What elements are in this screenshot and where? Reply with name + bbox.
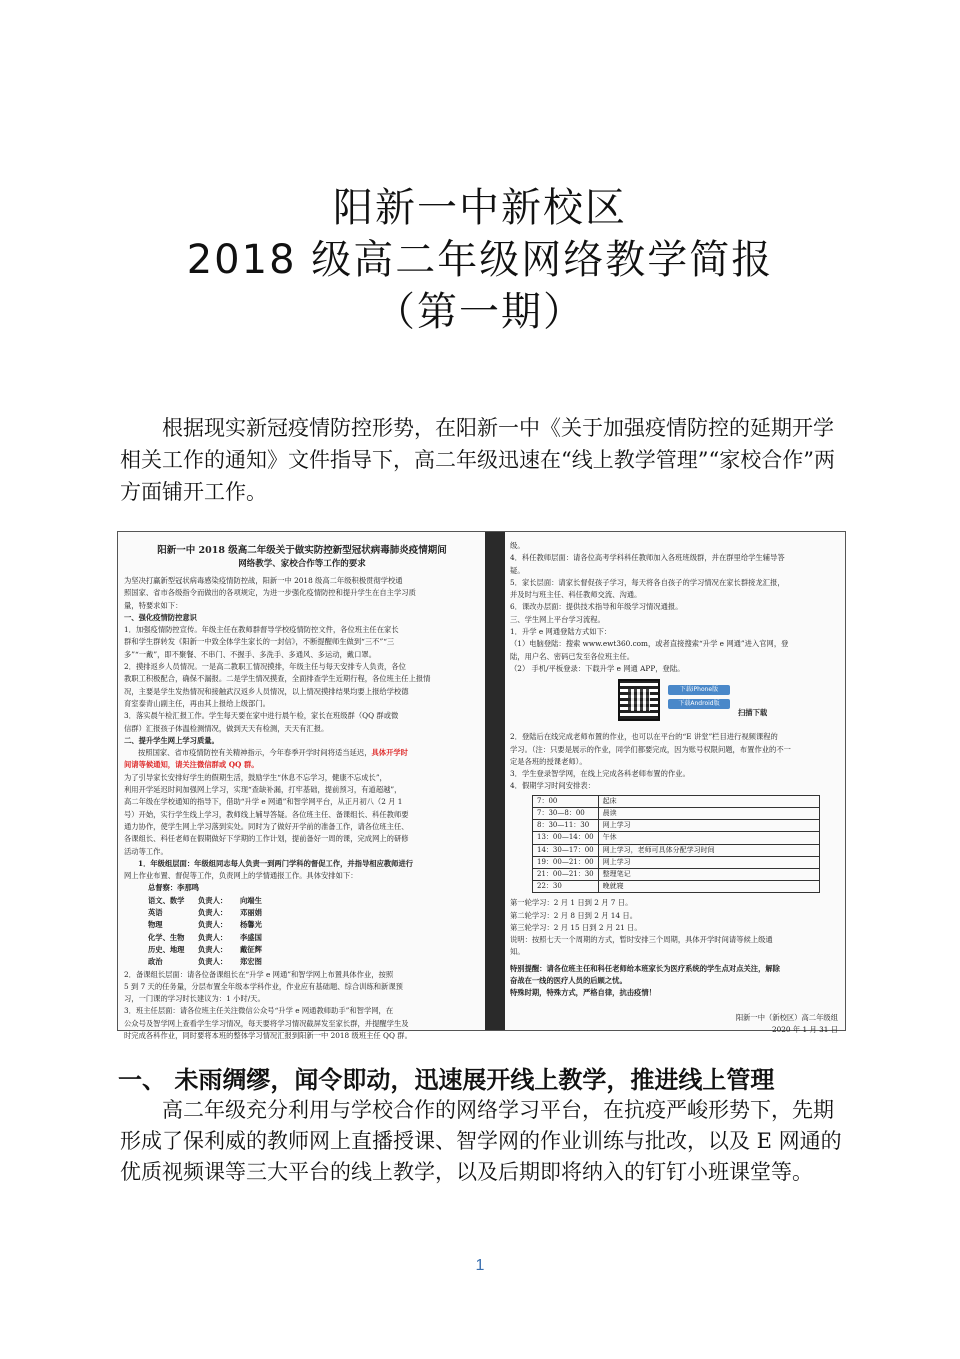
scan-doc-title-1: 阳新一中 2018 级高二年级关于做实防控新型冠状病毒肺炎疫情期间: [157, 545, 447, 556]
scan-left-line-0: 为坚决打赢新型冠状病毒感染疫情防控战，阳新一中 2018 级高二年级积极贯彻学校通: [124, 576, 403, 585]
scan-right-tail: [510, 963, 840, 1000]
scan-sign-org: 阳新一中（新校区）高二年级组: [735, 1012, 838, 1022]
scanned-notice-image: [117, 531, 846, 1040]
scan-doc-title-2: 网络教学、家校合作等工作的要求: [238, 559, 366, 569]
scan-s1-line-0: 1．加强疫情防控宣传。年级主任在教师群督导学校疫情防控文件，各位班主任在家长: [124, 625, 399, 635]
scan-s2-line-2: 间请等候通知，请关注微信群或 QQ 群。: [124, 760, 259, 770]
scan-item-1: 1．年级组层面：年级组同志每人负责一到两门学科的督促工作，并指导相应教师进行: [138, 858, 414, 868]
schedule-time: 22：30: [533, 881, 599, 893]
roster-name: 李盛国: [240, 932, 262, 942]
scan-right-top-line-8: （1）电脑登陆：搜索 www.ewt360.com，或者直接搜索“升学 e 网通”进入官网，登: [510, 639, 789, 649]
scan-s2-extra-0: 为了引导家长安排好学生的假期生活，鼓励学生“休息不忘学习，健康不忘成长”，: [124, 772, 387, 782]
schedule-row: [533, 795, 820, 807]
roster-subject: 语文、数学: [148, 895, 185, 905]
roster-subject: 英语: [148, 908, 163, 918]
roster-subject: 政治: [148, 957, 163, 967]
schedule-time: 19：00—21：00: [533, 856, 599, 868]
scan-left-line-1: 照国家、省市各级指令而做出的各项规定，为进一步强化疫情防控和提升学生在自主学习质: [124, 588, 416, 598]
scan-round-line-2: 第三轮学习：2 月 15 日到 2 月 21 日。: [510, 922, 642, 932]
schedule-row: [533, 881, 820, 893]
scan-roster: [124, 895, 480, 969]
scan-right-mid-line-3: 3．学生登录智学网，在线上完成各科老师布置的作业。: [510, 769, 690, 779]
intro-text: 根据现实新冠疫情防控形势，在阳新一中《关于加强疫情防控的延期开学相关工作的通知》文件指导下，高二年级迅速在“线上教学管理”“家校合作”两方面铺开工作。: [120, 416, 835, 504]
roster-row: [124, 919, 480, 931]
schedule-activity: 网上学习，老师可具体分配学习时间: [598, 844, 819, 856]
scan-round-line-4: 知。: [510, 947, 525, 957]
section-1-text: 高二年级充分利用与学校合作的网络学习平台，在抗疫严峻形势下，先期形成了保利威的教师网上直播授课、智学网的作业训练与批改，以及 E 网通的优质视频课等三大平台的线上教学，以及后期即将纳入的钉钉小班课堂等。: [120, 1098, 842, 1184]
scan-right-top-line-3: 5．家长层面：请家长督促孩子学习，每天将各自孩子的学习情况在家长群接龙汇报，: [510, 577, 785, 587]
scan-left-tail-line-2: 习，一门课的学习时长建议为：1 小时/天。: [124, 994, 265, 1004]
roster-row: [124, 895, 480, 907]
scan-page-gutter: [485, 532, 505, 1030]
scan-left-tail-line-3: 3．班主任层面：请各位班主任关注微信公众号“升学 e 网通教师助手”和智学网，在: [124, 1006, 394, 1016]
roster-name: 杨馨光: [240, 920, 262, 930]
roster-name: 向端生: [240, 895, 262, 905]
scan-right-top-line-5: 6．课改办层面：提供技术指导和年级学习情况通报。: [510, 602, 683, 612]
scan-left-tail-line-0: 2．备课组长层面：请各位备课组长在“升学 e 网通”和智学网上布置具体作业，按照: [124, 969, 394, 979]
report-title-main: 2018 级高二年级网络教学简报: [186, 237, 774, 283]
scan-right-top-line-1: 4．科任教师层面：请各位高考学科科任教师加入各班班级群，并在群里给学生辅导答: [510, 553, 785, 563]
scan-right-top-line-4: 并及时与班主任、科任教师交流、沟通。: [510, 590, 642, 600]
schedule-row: [533, 820, 820, 832]
roster-subject: 物理: [148, 920, 163, 930]
schedule-time: 7：30—8：00: [533, 807, 599, 819]
schedule-activity: 整理笔记: [598, 868, 819, 880]
roster-role: 负责人：: [198, 944, 228, 954]
roster-subject: 历史、地理: [148, 944, 185, 954]
scan-s2-extra-6: 活动等工作。: [124, 846, 168, 856]
scan-left-tail-line-1: 5 到 7 天的任务量，分层布置全年级本学科作业，作业应有基础题、综合训练和新课预: [124, 981, 403, 991]
scan-round-line-1: 第二轮学习：2 月 8 日到 2 月 14 日。: [510, 910, 638, 920]
scan-sign-date: 2020 年 1 月 31 日: [772, 1024, 838, 1034]
schedule-row: [533, 868, 820, 880]
scan-right-top-line-10: （2） 手机/平板登录：下载升学 e 网通 APP，登陆。: [510, 663, 685, 673]
scan-right-tail-line-2: 特殊时期，特殊方式，严格自律，抗击疫情！: [510, 988, 656, 998]
scan-left-intro: [124, 575, 480, 612]
scan-round-line-3: 说明：按照七天一个周期的方式，暂时安排三个周期，具体开学时间请等候上级通: [510, 935, 773, 945]
scan-s1-line-4: 教职工积极配合，确保不漏报。二是学生情况摸查，全面排查学生近期行程，各位班主任上报情: [124, 674, 431, 684]
scan-s1-line-7: 3．落实晨午检汇报工作。学生每天要在家中进行晨午检，家长在班级群（QQ 群或微: [124, 711, 399, 721]
scan-s1-line-8: 信群）汇报孩子体温检测情况，做到天天有检测，天天有汇报。: [124, 723, 329, 733]
scan-s2-extra-2: 高二年级在学校通知的指导下，借助“升学 e 网通”和智学网平台，从正月初八（2 月 1: [124, 797, 403, 807]
roster-role: 负责人：: [198, 932, 228, 942]
scan-right-mid-line-2: 定是各班的授课老师）。: [510, 756, 587, 766]
scan-s2-extra-4: 通力协作，使学生网上学习落到实处。同时为了做好开学前的准备工作，请各位班主任、: [124, 821, 409, 831]
roster-role: 负责人：: [198, 895, 228, 905]
roster-row: [124, 944, 480, 956]
schedule-table: [532, 795, 820, 894]
scan-right-top-line-7: 1．升学 e 网通登陆方式如下：: [510, 627, 612, 637]
scan-round-line-0: 第一轮学习：2 月 1 日到 2 月 7 日。: [510, 898, 633, 908]
scan-s2-line-1: 按照国家、省市疫情防控有关精神指示，今年春季开学时间将适当延迟，具体开学时: [138, 748, 408, 758]
scan-left-page: [124, 532, 480, 1040]
roster-name: 邓丽娟: [240, 908, 262, 918]
roster-row: [124, 907, 480, 919]
scan-s2-extra-1: 利用开学延迟时间加强网上学习，实现“查缺补漏，打牢基础，提前预习，有道超越”，: [124, 785, 402, 795]
scan-s2-extra-5: 各课组长、科任老师在假期做好下学期的工作计划，提前备好一周的课，完成网上的研修: [124, 834, 409, 844]
scan-s1-line-2: 多”“一戴”，即不聚餐、不串门、不握手、多洗手、多通风、多运动，戴口罩。: [124, 649, 376, 659]
scan-section-2-items: [124, 772, 480, 858]
scan-left-tail-line-4: 公众号及智学网上查看学生学习情况，每天要将学习情况截屏发至家长群，并提醒学生及: [124, 1018, 409, 1028]
scan-right-mid-line-1: 学习。（注：只要是展示的作业，同学们都要完成，因为账号权限问题，布置作业的不一: [510, 744, 791, 754]
schedule-activity: 网上学习: [598, 856, 819, 868]
schedule-activity: 起床: [598, 795, 819, 807]
roster-role: 负责人：: [198, 920, 228, 930]
schedule-time: 21：00—21：30: [533, 868, 599, 880]
section-1-body: [120, 1095, 842, 1188]
roster-role: 负责人：: [198, 957, 228, 967]
scan-s1-line-5: 况，主要是学生发热情况和接触武汉返乡人员情况，以上情况摸排结果均要上报给学校德: [124, 686, 409, 696]
scan-rounds: [510, 897, 840, 958]
roster-row: [124, 956, 480, 968]
scan-qr-block: [510, 677, 840, 727]
page-number: 1: [475, 1257, 485, 1274]
schedule-time: 13：00—14：00: [533, 832, 599, 844]
schedule-activity: 网上学习: [598, 820, 819, 832]
roster-row: [124, 932, 480, 944]
roster-subject: 化学、生物: [148, 932, 185, 942]
scan-section-2: 二、提升学生网上学习质量。: [124, 735, 219, 745]
scan-item-1b: 网上作业布置、督促等工作，负责网上的学情通报工作。具体安排如下：: [124, 871, 358, 881]
schedule-activity: 晨读: [598, 807, 819, 819]
scan-s1-line-1: 群和学生群转发《阳新一中致全体学生家长的一封信》，不断提醒师生做到“三不”“三: [124, 637, 395, 647]
scan-right-mid-line-4: 4．假期学习时间安排表：: [510, 781, 595, 791]
section-1-heading: 一、 未雨绸缪，闻令即动，迅速展开线上教学，推进线上管理: [118, 1066, 775, 1094]
roster-role: 负责人：: [198, 908, 228, 918]
scan-right-top-line-0: 级。: [510, 541, 525, 550]
scan-right-tail-line-0: 特别提醒：请各位班主任和科任老师给本班家长为医疗系统的学生点对点关注，解除: [510, 963, 780, 973]
schedule-row: [533, 807, 820, 819]
schedule-time: 7：00: [533, 795, 599, 807]
scan-s2-extra-3: 号）开始，实行学生线上学习，教师线上辅导答疑。各位班主任、备课组长、科任教师要: [124, 809, 409, 819]
scan-left-tail-line-5: 时完成各科作业，同时要将本班的整体学习情况汇报到阳新一中 2018 级班主任 QQ 群。: [124, 1030, 412, 1040]
roster-name: 郑宏图: [240, 957, 262, 967]
scan-right-mid-line-0: 2．登陆后在线完成老师布置的作业，也可以在平台的“E 讲堂”栏目进行视频课程的: [510, 732, 778, 742]
schedule-time: 14：30—17：00: [533, 844, 599, 856]
report-title-issue: （第一期）: [375, 289, 585, 335]
report-title-school: 阳新一中新校区: [333, 185, 627, 231]
scan-chief: 总督察：李那鸣: [148, 883, 200, 893]
schedule-activity: 晚就寝: [598, 881, 819, 893]
scan-s1-line-3: 2．摸排返乡人员情况。一是高二教职工情况摸排，年级主任与每天安排专人负责，各位: [124, 662, 406, 672]
intro-paragraph: [120, 412, 842, 508]
roster-name: 戴征辉: [240, 944, 262, 954]
schedule-row: [533, 856, 820, 868]
scan-section-1-items: [124, 624, 480, 735]
scan-red-text: 具体开学时: [371, 748, 408, 758]
scan-right-top: [510, 540, 840, 675]
scan-s1-line-6: 育室泰青山副主任，再由其上报给上级部门。: [124, 698, 270, 708]
scan-left-line-2: 量，特要求如下：: [124, 600, 183, 610]
scan-download-caption: 扫描下载: [738, 708, 768, 718]
scan-right-top-line-2: 疑。: [510, 565, 525, 575]
qr-code-icon: [618, 679, 660, 721]
scan-right-mid: [510, 731, 840, 792]
schedule-row: [533, 844, 820, 856]
android-download-badge: 下载Android版: [668, 699, 730, 709]
scan-right-tail-line-1: 奋战在一线的医疗人员的后顾之忧。: [510, 976, 627, 986]
scan-right-top-line-6: 三、学生网上平台学习流程。: [510, 614, 605, 624]
scan-right-top-line-9: 陆，用户名、密码已发至各位班主任。: [510, 651, 635, 661]
ios-download-badge: 下载iPhone版: [668, 685, 730, 695]
schedule-row: [533, 832, 820, 844]
scan-left-tail: [124, 969, 480, 1043]
scan-right-page: [510, 532, 840, 1034]
schedule-activity: 午休: [598, 832, 819, 844]
scan-section-1: 一、强化疫情防控意识: [124, 612, 197, 622]
schedule-time: 8：30—11：30: [533, 820, 599, 832]
